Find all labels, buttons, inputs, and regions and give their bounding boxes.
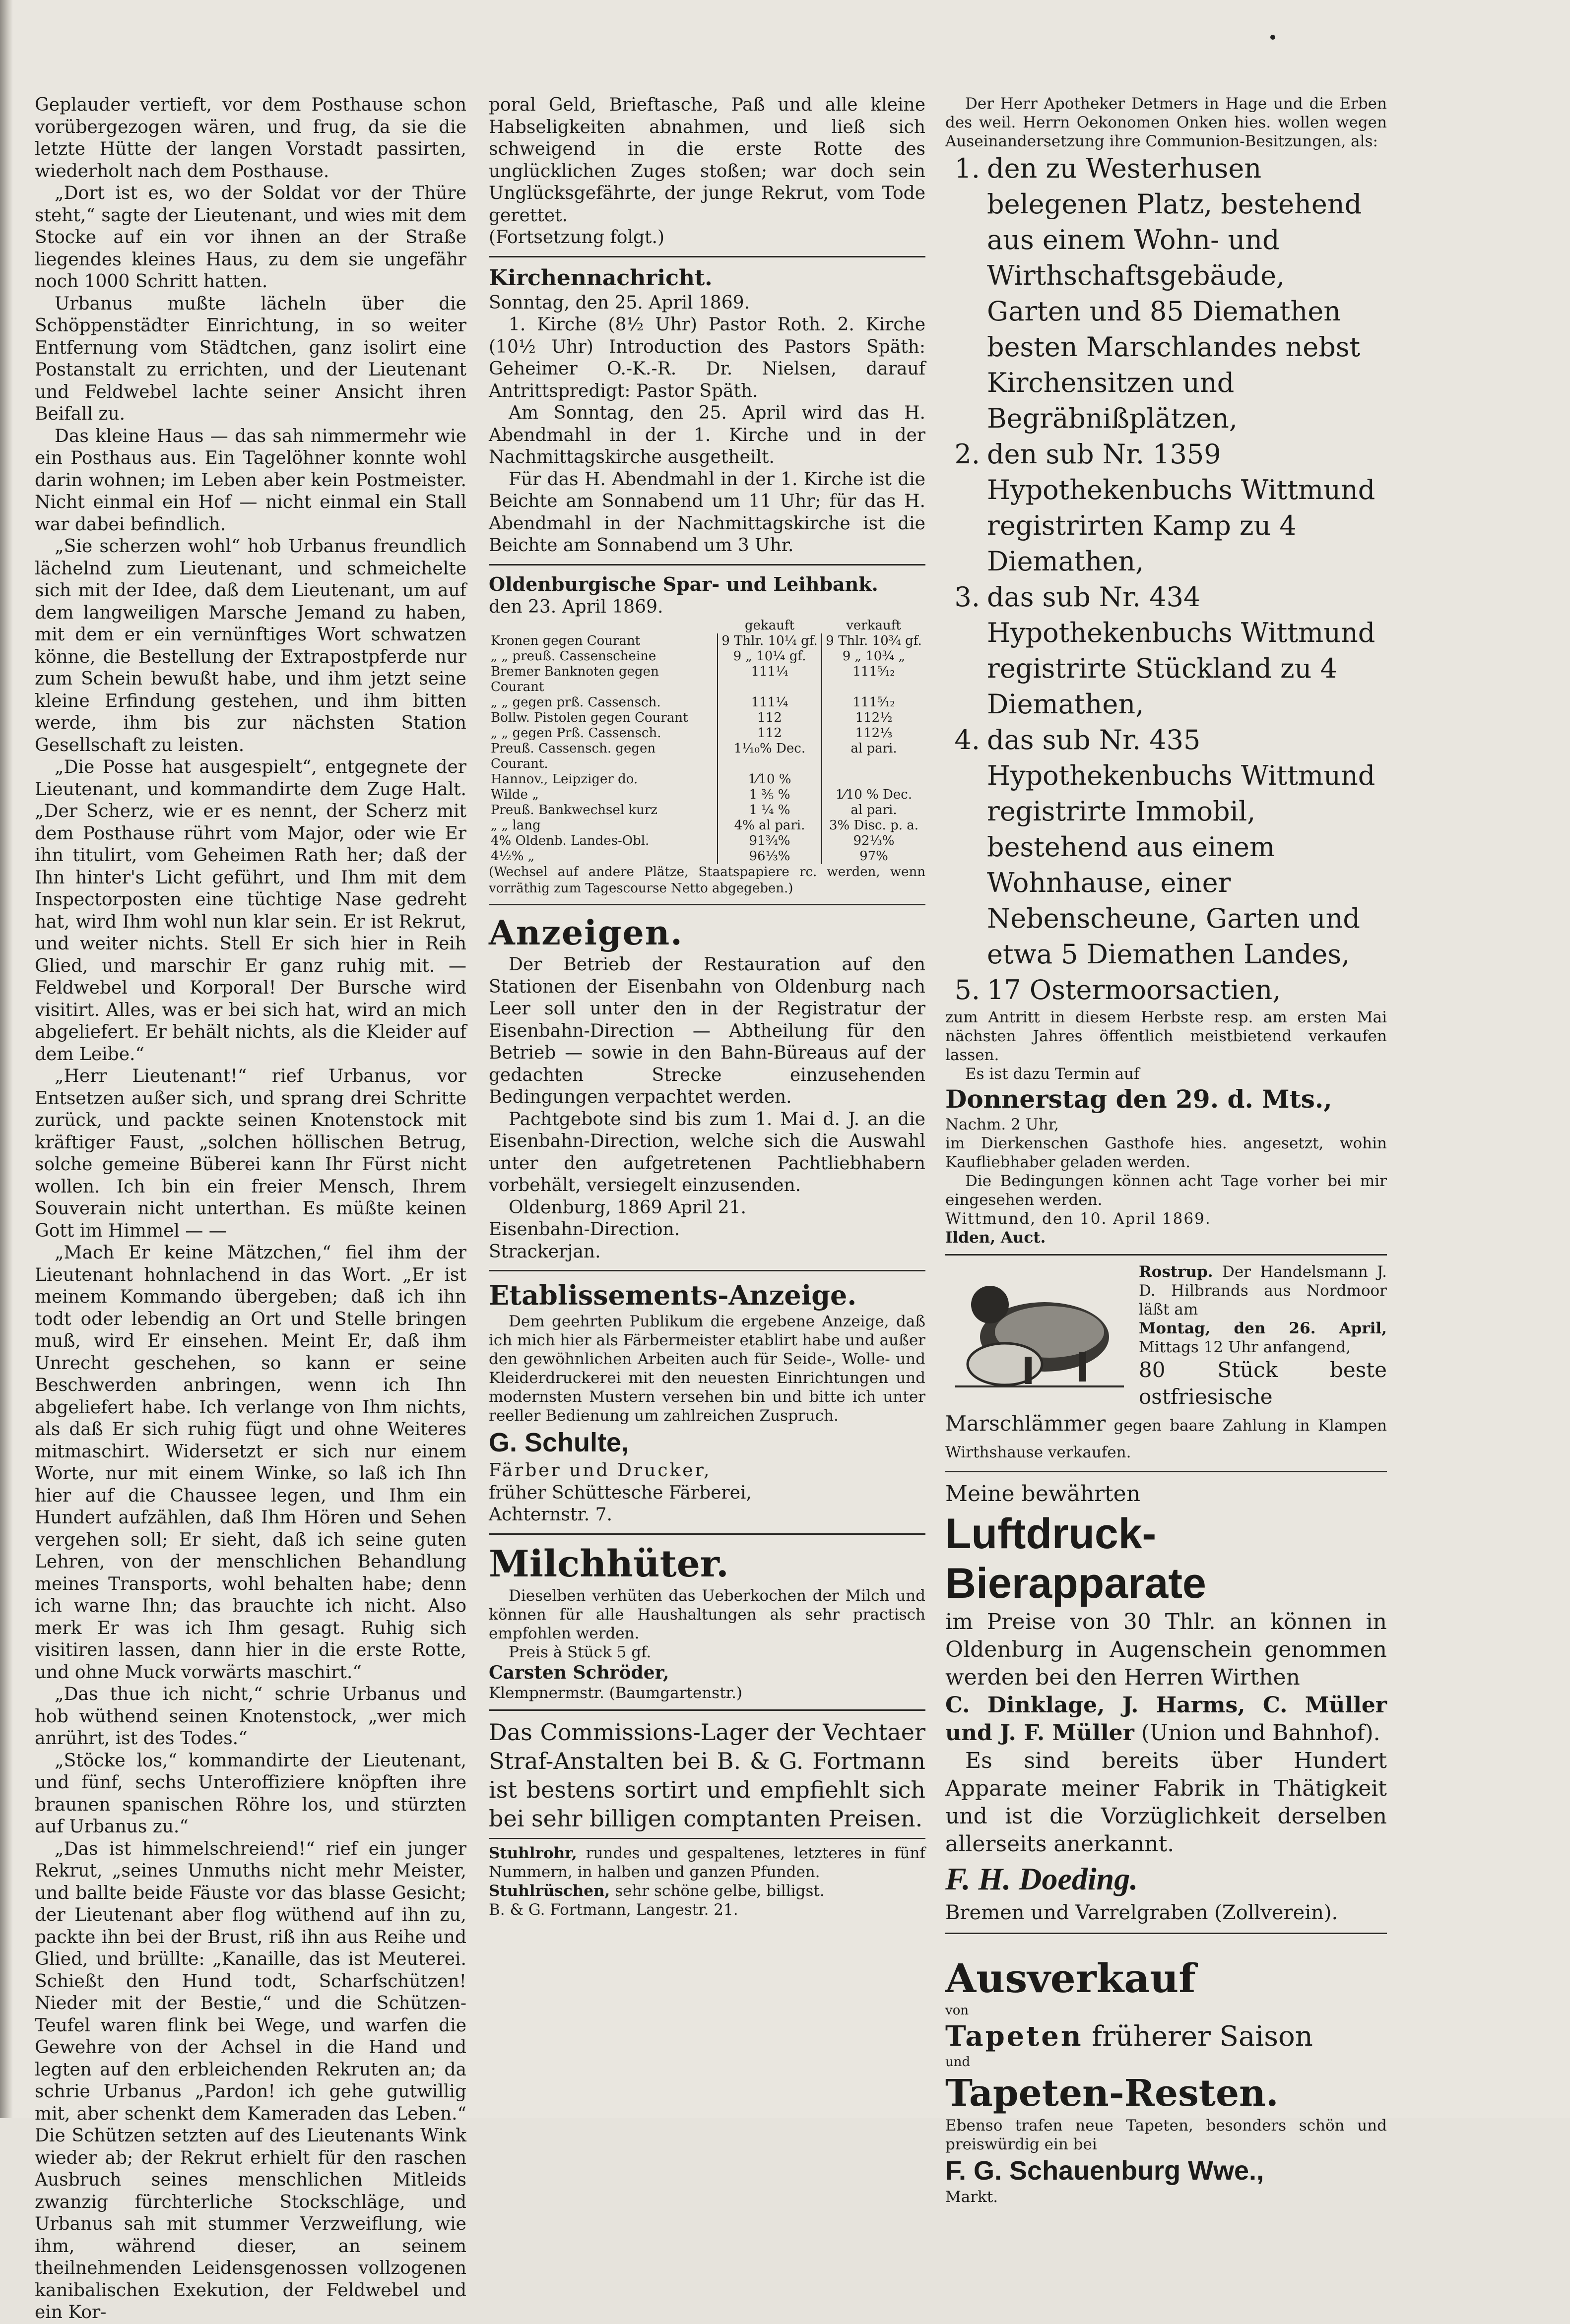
rate-bought: 1⅒% Dec.	[718, 741, 822, 772]
rate-label: Hannov., Leipziger do.	[491, 772, 638, 787]
sale-time: Nachm. 2 Uhr,	[945, 1116, 1059, 1133]
rate-row	[489, 649, 925, 664]
church-news-text: Für das H. Abendmahl in der 1. Kirche ist die Beichte am Sonnabend um 11 Uhr; für das H. Abendmahl in der Nachmittagskirche ist die Beichte am Sonnabend um 3 Uhr.	[489, 469, 925, 556]
rate-label: 4½% „	[491, 849, 535, 864]
sheep-illustration	[945, 1262, 1134, 1391]
milk-guard-price: Preis à Stück 5 gf.	[509, 1643, 652, 1661]
beer-ad-title-2: Bierapparate	[945, 1560, 1206, 1607]
beer-ad-text: im Preise von 30 Thlr. an können in Oldenburg in Augenschein genommen werden bei den Herren Wirthen	[945, 1609, 1387, 1690]
chair-rush-text: sehr schöne gelbe, billigst.	[610, 1882, 825, 1900]
rate-label: „ „ gegen prß. Cassensch.	[491, 695, 661, 710]
divider	[489, 564, 925, 565]
rate-row	[489, 664, 925, 695]
property-item-number: 3.	[954, 581, 980, 613]
column-ads	[945, 94, 1387, 2206]
property-item	[945, 437, 1387, 579]
rate-bought: 96⅓%	[718, 849, 822, 864]
sale-intro: Der Herr Apotheker Detmers in Hage und die Erben des weil. Herrn Oekonomen Onken hies. wollen wegen Auseinandersetzung ihre Communion-Besitzungen, als:	[945, 95, 1387, 150]
lamb-sale-count: 80 Stück beste ostfriesische Marschlämmer	[945, 1358, 1387, 1436]
story-paragraph: Urbanus mußte lächeln über die Schöppenstädter Einrichtung, in so weiter Entfernung vom Städtchen, ganz isolirt eine Postanstalt zu errichten, und der Lieutenant und Feldwebel lachte seiner Ansicht ihren Beifall zu.	[35, 293, 466, 424]
milk-guard-text: Dieselben verhüten das Ueberkochen der Milch und können für alle Haushaltungen als sehr practisch empfohlen werden.	[489, 1586, 925, 1642]
clearance-von: von	[945, 2003, 969, 2018]
rate-sold: 112⅓	[822, 726, 925, 741]
bank-note: (Wechsel auf andere Plätze, Staatspapiere rc. werden, wenn vorräthig zum Tagescourse Netto abgegeben.)	[489, 865, 925, 896]
property-item	[945, 579, 1387, 722]
clearance-seller: F. G. Schauenburg Wwe.,	[945, 2156, 1264, 2186]
rate-sold: 112½	[822, 710, 925, 726]
rate-row	[489, 633, 925, 649]
story-paragraph: „Herr Lieutenant!“ rief Urbanus, vor Entsetzen außer sich, und sprang drei Schritte zurück, und packte seinen Knotenstock mit kräftiger Faust, „solchen höllischen Betrug, solche gemeine Büberei kann Ihr Fürst nicht wollen. Ich bin ein freier Mensch, Ihrem Souverain nicht unterthan. Es müßte keinen Gott im Himmel — —	[35, 1066, 466, 1241]
rate-bought: 112	[718, 710, 822, 726]
rate-sold	[822, 772, 925, 787]
establishment-title: Etablissements-Anzeige.	[489, 1279, 857, 1311]
rate-label: Kronen gegen Courant	[491, 633, 641, 648]
lamb-sale-terms: gegen baare Zahlung in Klampen Wirthshause verkaufen.	[945, 1417, 1387, 1461]
ads-heading: Anzeigen.	[489, 913, 683, 953]
rate-row	[489, 787, 925, 803]
rate-bought: 111¼	[718, 664, 822, 695]
rate-bought: 9 „ 10¼ gf.	[718, 649, 822, 664]
rate-label: „ „ lang	[491, 818, 541, 833]
rate-sold: 97%	[822, 849, 925, 864]
rate-row	[489, 803, 925, 818]
rate-label: Wilde „	[491, 787, 539, 802]
rate-sold: 1⁄10 % Dec.	[822, 787, 925, 803]
page-binding-edge	[0, 0, 13, 2118]
rate-row	[489, 849, 925, 864]
divider	[489, 904, 925, 905]
story-paragraph: poral Geld, Brieftasche, Paß und alle kleine Habseligkeiten abnahmen, und ließ sich schweigend in die erste Rotte des unglücklichen Zuges stoßen; war doch sein Unglücksgefährte, der junge Rekrut, vom Tode gerettet.	[489, 95, 925, 226]
property-item-number: 4.	[954, 724, 980, 755]
commission-signature: B. & G. Fortmann, Langestr. 21.	[489, 1901, 738, 1919]
beer-ad-pre: Meine bewährten	[945, 1481, 1141, 1507]
property-item-number: 1.	[954, 153, 980, 184]
rate-label: Preuß. Bankwechsel kurz	[491, 803, 657, 817]
rate-bought: 1 ¼ %	[718, 803, 822, 818]
rate-label: „ „ gegen Prß. Cassensch.	[491, 726, 661, 741]
property-item-text: den sub Nr. 1359 Hypothekenbuchs Wittmund registrirten Kamp zu 4 Diemathen,	[987, 439, 1375, 577]
railway-ad-signature: Eisenbahn-Direction.	[489, 1219, 680, 1240]
rate-label: Bollw. Pistolen gegen Courant	[491, 710, 688, 725]
property-item	[945, 151, 1387, 437]
rate-label: 4% Oldenb. Landes-Obl.	[491, 833, 650, 848]
rate-label: „ „ preuß. Cassenscheine	[491, 649, 656, 664]
beer-ad-union: (Union und Bahnhof).	[1134, 1720, 1380, 1746]
bank-title: Oldenburgische Spar- und Leihbank.	[489, 572, 878, 595]
col-header-bought: gekauft	[744, 618, 795, 633]
col-header-sold: verkauft	[846, 618, 901, 633]
commission-ad-text: Das Commissions-Lager der Vechtaer Straf-Anstalten bei B. & G. Fortmann ist bestens sortirt und empfiehlt sich bei sehr billigen comptanten Preisen.	[489, 1719, 925, 1832]
rate-bought: 4% al pari.	[718, 818, 822, 833]
rate-sold: 111⁵⁄₁₂	[822, 695, 925, 710]
clearance-remnants: Tapeten-Resten.	[945, 2072, 1279, 2115]
exchange-rates-table	[489, 618, 925, 864]
property-item	[945, 722, 1387, 972]
lamb-sale-text: Der Handelsmann J. D. Hilbrands aus Nordmoor läßt am	[1139, 1263, 1387, 1319]
clearance-text: Ebenso trafen neue Tapeten, besonders schön und preiswürdig ein bei	[945, 2117, 1387, 2153]
beer-ad-title-1: Luftdruck-	[945, 1510, 1157, 1558]
story-paragraph: „Sie scherzen wohl“ hob Urbanus freundlich lächelnd zum Lieutenant, und schmeichelte sich mit der Idee, daß dem Lieutenant, um auf dem langweiligen Marsche Jemand zu haben, mit dem er ein vernünftiges Wort schwatzen könne, die Bestellung der Extrapostpferde nur zum Schein bewußt habe, und ihm jetzt seine kleine Erfindung gestehen, und ihm bitten werde, ihm bis zur nächsten Station Gesellschaft zu leisten.	[35, 536, 466, 755]
property-item-number: 5.	[954, 974, 980, 1005]
divider	[489, 1838, 925, 1839]
establishment-text: Dem geehrten Publikum die ergebene Anzeige, daß ich mich hier als Färbermeister etablirt habe und außer den gewöhnlichen Arbeiten auch für Seide-, Wolle- und Kleiderdruckerei mit den neuesten Einrichtungen und modernsten Mustern versehen bin und bitte ich unter reeller Bedienung um zahlreichen Zuspruch.	[489, 1313, 925, 1425]
clearance-season: früherer Saison	[1083, 2020, 1313, 2053]
rate-bought: 112	[718, 726, 822, 741]
sale-date: Donnerstag den 29. d. Mts.,	[945, 1084, 1332, 1114]
railway-ad-signature-name: Strackerjan.	[489, 1241, 601, 1262]
rate-bought: 91¾%	[718, 833, 822, 849]
divider	[945, 1254, 1387, 1256]
story-paragraph: „Mach Er keine Mätzchen,“ fiel ihm der Lieutenant hohnlachend in das Wort. „Er ist meinem Kommando übergeben; daß ich ihn todt oder lebendig an Ort und Stelle bringen muß, wird Er einsehen. Meint Er, daß ihm Unrecht geschehen, so kann er seine Beschwerden anbringen, wenn ich Ihn abgeliefert habe. Ich verlange von Ihm nichts, als daß Er sich ruhig fügt und ohne Weiteres mitmaschirt. Widersetzt er sich nur einem Worte, nur mit einem Winke, so laß ich Ihn hier auf die Chaussee legen, und Ihm ein Hundert aufzählen, daß Ihm Hören und Sehen vergehen soll; Er sieht, daß ich seine guten Lehren, von der menschlichen Behandlung meines Transports, wohl behalten habe; denn ich warne Ihn; das brauchte ich nicht. Also merk Er was ich Ihm gesagt. Ruhig sich visitiren lassen, dann hier in die erste Rotte, und ohne Muck vorwärts maschirt.“	[35, 1243, 466, 1683]
establishment-name: G. Schulte,	[489, 1428, 629, 1457]
divider	[945, 1471, 1387, 1472]
story-paragraph: „Stöcke los,“ kommandirte der Lieutenant, und fünf, sechs Unteroffiziere knöpften ihre braunen spanischen Röhre los, und stürzten auf Urbanus zu.“	[35, 1750, 466, 1837]
milk-guard-address: Klempnermstr. (Baumgartenstr.)	[489, 1684, 743, 1702]
railway-ad-date: Oldenburg, 1869 April 21.	[509, 1197, 746, 1218]
column-notices	[489, 94, 925, 1919]
property-item-text: den zu Westerhusen belegenen Platz, bestehend aus einem Wohn- und Wirthschaftsgebäude, Garten und 85 Diemathen besten Marschlandes nebst Kirchensitzen und Begräbnißplätzen,	[987, 153, 1362, 434]
rate-row	[489, 695, 925, 710]
rate-sold: 9 Thlr. 10¾ gf.	[822, 633, 925, 649]
rate-row	[489, 818, 925, 833]
beer-ad-text-2: Es sind bereits über Hundert Apparate meiner Fabrik in Thätigkeit und ist die Vorzüglichkeit derselben allerseits anerkannt.	[945, 1748, 1387, 1857]
sale-place: im Dierkenschen Gasthofe hies. angesetzt, wohin Kaufliebhaber geladen werden.	[945, 1134, 1387, 1171]
clearance-wallpaper: Tapeten	[945, 2020, 1083, 2053]
story-paragraph: Das kleine Haus — das sah nimmermehr wie ein Posthaus aus. Ein Tagelöhner konnte wohl darin wohnen; im Leben aber kein Postmeister. Nicht einmal ein Hof — nicht einmal ein Stall war dabei befindlich.	[35, 426, 466, 535]
rate-bought: 1 ⅗ %	[718, 787, 822, 803]
beer-ad-names: C. Dinklage, J. Harms, C. Müller und J. F. Müller	[945, 1693, 1387, 1746]
beer-ad-place: Bremen und Varrelgraben (Zollverein).	[945, 1901, 1338, 1924]
chair-rush-label: Stuhlrüschen,	[489, 1882, 610, 1900]
divider	[489, 1533, 925, 1535]
rate-label: Preuß. Cassensch. gegen Courant.	[491, 741, 656, 771]
rate-bought: 111¼	[718, 695, 822, 710]
divider	[945, 1933, 1387, 1934]
bank-date: den 23. April 1869.	[489, 596, 663, 617]
church-news-title: Kirchennachricht.	[489, 265, 713, 291]
story-paragraph: „Das thue ich nicht,“ schrie Urbanus und hob wüthend seinen Knotenstock, „wer mich anrührt, ist des Todes.“	[35, 1684, 466, 1749]
clearance-und: und	[945, 2055, 971, 2070]
rate-row	[489, 833, 925, 849]
property-item-text: das sub Nr. 435 Hypothekenbuchs Wittmund registrirte Immobil, bestehend aus einem Wohnhause, einer Nebenscheune, Garten und etwa 5 Diemathen Landes,	[987, 724, 1375, 970]
railway-ad-text: Pachtgebote sind bis zum 1. Mai d. J. an die Eisenbahn-Direction, welche sich die Auswahl unter den aufgetretenen Pachtliebhabern vorbehält, versiegelt einzusenden.	[489, 1109, 925, 1195]
church-news-text: Am Sonntag, den 25. April wird das H. Abendmahl in der 1. Kirche und in der Nachmittagskirche ausgetheilt.	[489, 403, 925, 467]
rate-sold: 111⁵⁄₁₂	[822, 664, 925, 695]
rate-bought: 1⁄10 %	[718, 772, 822, 787]
lamb-sale-ad	[945, 1262, 1387, 1464]
story-paragraph: „Die Posse hat ausgespielt“, entgegnete der Lieutenant, und kommandirte dem Zuge Halt. „Der Scherz, wie er es nennt, der Scherz mit dem Posthause rührt vom Major, oder wie Er ihn titulirt, vom Geheimen Rath her; daß der Ihn hinter's Licht geführt, und Ihm mit dem Inspectorposten eine tüchtige Nase gedreht hat, wird Ihm wohl nun klar sein. Er ist Rekrut, und weiter nichts. Stell Er sich hier in Reih Glied, und marschir Er ganz ruhig mit. — Feldwebel und Korporal! Der Bursche wird visitirt. Alles, was er bei sich hat, wird an mich abgeliefert. Er behält nichts, als die Kleider auf dem Leibe.“	[35, 757, 467, 1065]
milk-guard-title: Milchhüter.	[489, 1542, 729, 1585]
sale-termin: Es ist dazu Termin auf	[965, 1065, 1140, 1083]
rate-sold: 3% Disc. p. a.	[822, 818, 925, 833]
clearance-title: Ausverkauf	[945, 1955, 1196, 2002]
rate-row	[489, 726, 925, 741]
property-item-text: das sub Nr. 434 Hypothekenbuchs Wittmund registrirte Stückland zu 4 Diemathen,	[987, 581, 1375, 720]
story-paragraph: „Dort ist es, wo der Soldat vor der Thüre steht,“ sagte der Lieutenant, und wies mit dem Stocke auf ein vor ihnen an der Straße liegendes kleines Haus, zu dem sie ungefähr noch 1000 Schritt hatten.	[35, 183, 466, 292]
rate-sold: al pari.	[822, 741, 925, 772]
divider	[489, 1270, 925, 1271]
continued-note: (Fortsetzung folgt.)	[489, 227, 664, 248]
property-item-text: 17 Ostermoorsactien,	[987, 974, 1281, 1005]
lamb-sale-time: Mittags 12 Uhr anfangend,	[1139, 1338, 1351, 1356]
rate-row	[489, 772, 925, 787]
establishment-line: früher Schüttesche Färberei,	[489, 1482, 752, 1503]
milk-guard-seller: Carsten Schröder,	[489, 1662, 669, 1683]
divider	[489, 1709, 925, 1711]
clearance-market: Markt.	[945, 2188, 998, 2206]
church-news-date: Sonntag, den 25. April 1869.	[489, 292, 750, 313]
chair-cane-label: Stuhlrohr,	[489, 1844, 577, 1862]
chair-cane-text: rundes und gespaltenes, letzteres in fünf Nummern, in halben und ganzen Pfunden.	[489, 1844, 925, 1881]
sale-conditions: Die Bedingungen können acht Tage vorher bei mir eingesehen werden.	[945, 1172, 1387, 1209]
sale-signature: Ilden, Auct.	[945, 1229, 1046, 1247]
rate-bought: 9 Thlr. 10¼ gf.	[718, 633, 822, 649]
establishment-line: Färber und Drucker,	[489, 1460, 712, 1481]
divider	[489, 256, 925, 257]
rate-sold: al pari.	[822, 803, 925, 818]
establishment-address: Achternstr. 7.	[489, 1505, 612, 1525]
column-story	[35, 94, 466, 2324]
rate-sold: 9 „ 10¾ „	[822, 649, 925, 664]
sale-sig-place: Wittmund, den 10. April 1869.	[945, 1210, 1211, 1228]
lamb-sale-lead: Rostrup.	[1139, 1263, 1213, 1281]
property-list	[945, 151, 1387, 1008]
lamb-sale-date: Montag, den 26. April,	[1139, 1319, 1387, 1337]
sale-after: zum Antritt in diesem Herbste resp. am ersten Mai nächsten Jahres öffentlich meistbietend verkaufen lassen.	[945, 1008, 1387, 1064]
rate-row	[489, 741, 925, 772]
story-paragraph: „Das ist himmelschreiend!“ rief ein junger Rekrut, „seines Unmuths nicht mehr Meister, und ballte beide Fäuste vor das blasse Gesicht; der Lieutenant aber flog wüthend auf ihn zu, packte ihn bei der Brust, riß ihn aus Reihe und Glied, und brüllte: „Kanaille, das ist Meuterei. Schießt den Hund todt, Scharfschützen! Nieder mit der Bestie,“ und die Schützen-Teufel waren flink bei Wege, und warfen die Gewehre von der Achsel in die Hand und legten auf den erbleichenden Rekruten an; da schrie Urbanus „Pardon! ich gehe gutwillig mit, aber schenkt dem Kameraden das Leben.“ Die Schützen setzten auf des Lieutenants Wink wieder ab; der Rekrut erhielt für den raschen Ausbruch seines menschlichen Mitleids zwanzig fürchterliche Stockschläge, und Urbanus sah mit stummer Verzweiflung, wie ihm, während dieser, an seinem theilnehmenden Leidensgenossen vollzogenen kanibalischen Exekution, der Feldwebel und ein Kor-	[35, 1838, 466, 2323]
property-item-number: 2.	[954, 439, 980, 470]
rate-row	[489, 710, 925, 726]
church-news-text: 1. Kirche (8½ Uhr) Pastor Roth. 2. Kirche (10½ Uhr) Introduction des Pastors Späth: Geheimer O.-K.-R. Dr. Nielsen, darauf Antrittspredigt: Pastor Späth.	[489, 314, 925, 401]
beer-ad-signature: F. H. Doeding.	[945, 1861, 1138, 1896]
property-item	[945, 972, 1387, 1008]
railway-ad-text: Der Betrieb der Restauration auf den Stationen der Eisenbahn von Oldenburg nach Leer soll unter den in der Registratur der Eisenbahn-Direction — Abtheilung für den Betrieb — sowie in den Bahn-Büreaus auf der gedachten Strecke einzusehenden Bedingungen verpachtet werden.	[489, 954, 925, 1107]
rate-label: Bremer Banknoten gegen Courant	[491, 664, 659, 694]
rate-sold: 92⅓%	[822, 833, 925, 849]
story-paragraph: Geplauder vertieft, vor dem Posthause schon vorübergezogen wären, und frug, da sie die letzte Hütte der langen Vorstadt passirten, wiederholt nach dem Posthause.	[35, 95, 466, 182]
ink-dot	[1270, 35, 1275, 40]
